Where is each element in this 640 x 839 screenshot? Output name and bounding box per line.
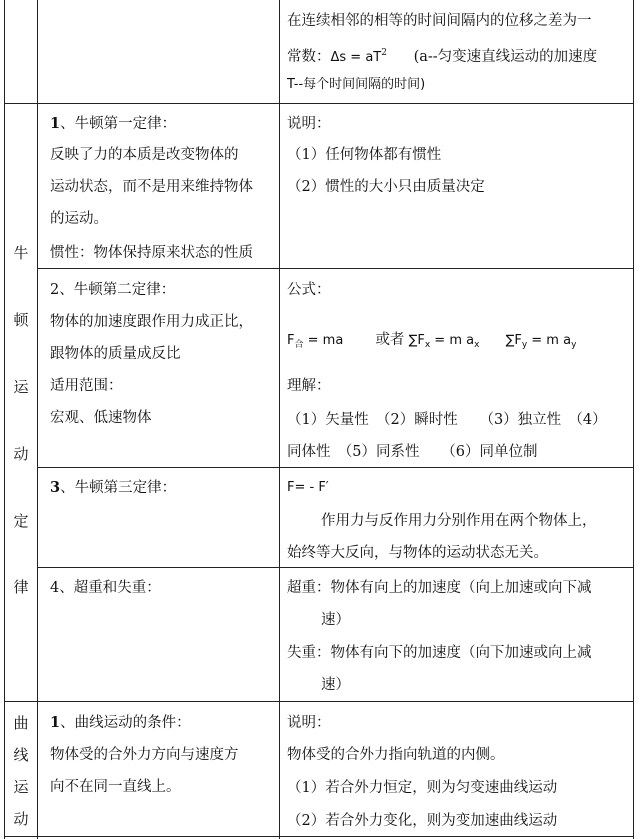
law1-line-2: 运动状态，而不是用来维持物体 xyxy=(50,179,253,195)
law2-formula-title: 公式： xyxy=(287,282,331,298)
law2-formula-sy-a-sub: y xyxy=(571,340,577,350)
law1-note-title: 说明： xyxy=(287,116,331,132)
curve-note-1: 物体受的合外力指向轨道的内侧。 xyxy=(287,747,505,763)
law3-desc-line2: 始终等大反向，与物体的运动状态无关。 xyxy=(287,545,548,561)
law2-formula-or: 或者 xyxy=(375,332,405,348)
row-divider-top-block xyxy=(4,103,634,104)
curve-note-title: 说明： xyxy=(287,715,331,731)
law1-title xyxy=(50,115,176,133)
law2-title: 2、牛顿第二定律： xyxy=(50,282,176,298)
newton-label-char-5: 定 xyxy=(13,512,29,530)
law2-line-2: 跟物体的质量成反比 xyxy=(50,346,181,362)
law2-understand-line1: （1）矢量性 （2）瞬时性 （3）独立性 （4） xyxy=(287,412,607,428)
top-block-line3: T--每个时间间隔的时间) xyxy=(287,77,426,92)
curve-label-char-4: 动 xyxy=(13,810,29,828)
law3-title-num: 3 xyxy=(50,479,61,496)
top-block-formula-sup: 2 xyxy=(381,48,387,58)
curve-title-text: 、曲线运动的条件： xyxy=(60,715,191,731)
law3-desc-line1: 作用力与反作用力分别作用在两个物体上， xyxy=(321,513,597,529)
top-block-line1: 在连续相邻的相等的时间间隔内的位移之差为一 xyxy=(287,13,592,29)
law1-note-1: （1）任何物体都有惯性 xyxy=(287,147,442,163)
law3-formula: F= - F′ xyxy=(287,480,329,495)
law1-note-2: （2）惯性的大小只由质量决定 xyxy=(287,179,485,195)
newton-label-char-2: 顿 xyxy=(13,311,29,329)
curve-note-2: （1）若合外力恒定，则为匀变速曲线运动 xyxy=(287,780,558,796)
law2-line-3: 适用范围： xyxy=(50,378,123,394)
curve-note-3: （2）若合外力变化，则为变加速曲线运动 xyxy=(287,813,558,829)
newton-label-char-1: 牛 xyxy=(13,244,29,262)
column-divider-1 xyxy=(37,0,38,839)
law2-formula xyxy=(287,331,576,354)
law2-formula-eq: = ma xyxy=(307,333,344,348)
law2-formula-sy: ∑F xyxy=(505,333,522,348)
law2-formula-sx: ∑F xyxy=(408,333,425,348)
table-border-left xyxy=(4,0,5,839)
law4-title: 4、超重和失重： xyxy=(50,580,161,596)
top-block-line2 xyxy=(287,44,597,67)
curve-label-char-1: 曲 xyxy=(13,714,29,732)
table-border-bottom xyxy=(4,836,634,837)
curve-label-char-2: 线 xyxy=(13,746,29,764)
row-divider-newton xyxy=(4,701,634,702)
law1-title-text: 、牛顿第一定律： xyxy=(60,116,177,132)
row-divider-law1 xyxy=(37,268,634,269)
law4-under-line2: 速） xyxy=(321,677,350,693)
law1-line-1: 反映了力的本质是改变物体的 xyxy=(50,147,239,163)
curve-line-2: 向不在同一直线上。 xyxy=(50,779,181,795)
law2-formula-sy-eq: = m a xyxy=(531,333,572,348)
curve-line-1: 物体受的合外力方向与速度方 xyxy=(50,747,239,763)
law3-title xyxy=(50,479,176,497)
row-divider-law2 xyxy=(37,467,634,468)
law2-line-1: 物体的加速度跟作用力成正比， xyxy=(50,314,253,330)
law2-formula-F-sub: 合 xyxy=(294,340,304,350)
law4-over-line2: 速） xyxy=(321,612,350,628)
law2-formula-F: F xyxy=(287,333,295,348)
law2-formula-sx-a-sub: x xyxy=(474,340,480,350)
row-divider-law3 xyxy=(37,567,634,568)
top-block-note: (a--匀变速直线运动的加速度 xyxy=(413,49,598,65)
law4-under-line1: 失重：物体有向下的加速度（向下加速或向上减 xyxy=(287,645,592,661)
law2-understand-title: 理解： xyxy=(287,378,331,394)
law2-line-4: 宏观、低速物体 xyxy=(50,410,152,426)
curve-title-num: 1 xyxy=(50,714,61,731)
top-block-prefix: 常数： xyxy=(287,49,331,65)
column-divider-2 xyxy=(279,0,280,839)
law2-understand-line2: 同体性 （5）同系性 （6）同单位制 xyxy=(287,444,538,460)
law2-formula-sx-eq: = m a xyxy=(434,333,475,348)
law2-formula-sx-sub: x xyxy=(424,340,431,350)
law1-title-num: 1 xyxy=(50,115,61,132)
table-border-right xyxy=(633,0,634,839)
newton-label-char-3: 运 xyxy=(13,378,29,396)
law1-line-3: 的运动。 xyxy=(50,211,108,227)
law1-line-4: 惯性：物体保持原来状态的性质 xyxy=(50,245,253,261)
newton-label-char-4: 动 xyxy=(13,445,29,463)
law4-over-line1: 超重：物体有向上的加速度（向上加速或向下减 xyxy=(287,580,592,596)
law3-title-text: 、牛顿第三定律： xyxy=(60,480,177,496)
curve-label-char-3: 运 xyxy=(13,778,29,796)
curve-title xyxy=(50,714,191,732)
top-block-formula: Δs = aT xyxy=(330,50,382,65)
law2-formula-sy-sub: y xyxy=(521,340,528,350)
newton-label-char-6: 律 xyxy=(13,578,29,596)
